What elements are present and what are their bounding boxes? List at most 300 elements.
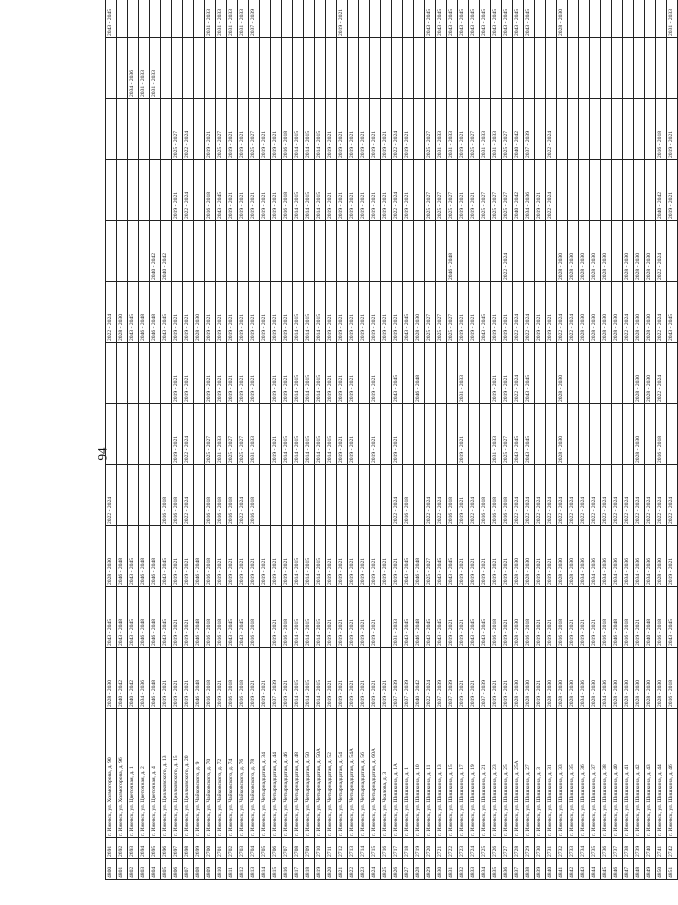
period-cell bbox=[172, 0, 183, 38]
period-cell: 2019 - 2021 bbox=[502, 526, 513, 587]
period-cell: 2019 - 2021 bbox=[469, 160, 480, 221]
period-cell bbox=[337, 465, 348, 526]
period-cell: 2019 - 2021 bbox=[238, 160, 249, 221]
period-cell: 2019 - 2021 bbox=[491, 282, 502, 343]
index-cell: 4831 bbox=[447, 859, 458, 880]
period-cell: 2043 - 2045 bbox=[403, 282, 414, 343]
index-cell: 4838 bbox=[524, 859, 535, 880]
period-cell bbox=[238, 38, 249, 99]
period-cell: 2019 - 2021 bbox=[326, 587, 337, 648]
period-cell bbox=[194, 0, 205, 38]
address-cell: г. Ижевск, ул. Четырнадцатая, д. 60А bbox=[370, 709, 381, 838]
period-cell: 2028 - 2030 bbox=[194, 282, 205, 343]
period-cell bbox=[469, 343, 480, 404]
period-cell bbox=[414, 0, 425, 38]
period-cell: 2014 - 2015 bbox=[315, 343, 326, 404]
period-cell: 2028 - 2030 bbox=[634, 648, 645, 709]
index-cell: 2700 bbox=[205, 838, 216, 859]
period-cell: 2019 - 2021 bbox=[249, 648, 260, 709]
period-cell: 2016 - 2018 bbox=[249, 587, 260, 648]
period-cell: 2019 - 2021 bbox=[458, 465, 469, 526]
period-cell bbox=[249, 38, 260, 99]
period-cell bbox=[359, 343, 370, 404]
period-cell bbox=[612, 38, 623, 99]
index-cell: 2710 bbox=[315, 838, 326, 859]
period-cell bbox=[183, 221, 194, 282]
period-cell bbox=[436, 343, 447, 404]
period-cell: 2022 - 2024 bbox=[557, 465, 568, 526]
period-cell: 2019 - 2021 bbox=[216, 648, 227, 709]
index-cell: 2718 bbox=[403, 838, 414, 859]
period-cell bbox=[304, 0, 315, 38]
period-cell bbox=[359, 38, 370, 99]
period-cell: 2022 - 2024 bbox=[645, 465, 656, 526]
period-cell bbox=[150, 404, 161, 465]
period-cell bbox=[106, 38, 117, 99]
period-cell bbox=[315, 465, 326, 526]
period-cell: 2014 - 2015 bbox=[293, 587, 304, 648]
index-cell: 4837 bbox=[513, 859, 524, 880]
period-cell bbox=[150, 160, 161, 221]
table-row bbox=[645, 0, 656, 880]
period-cell bbox=[128, 404, 139, 465]
index-cell: 4849 bbox=[645, 859, 656, 880]
period-cell: 2046 - 2048 bbox=[150, 282, 161, 343]
period-cell: 2019 - 2021 bbox=[491, 343, 502, 404]
address-cell: г. Ижевск, ул. Цветочная, д. 4 bbox=[150, 709, 161, 838]
table-row bbox=[194, 0, 205, 880]
period-cell bbox=[370, 38, 381, 99]
period-cell bbox=[447, 38, 458, 99]
period-cell: 2016 - 2018 bbox=[227, 465, 238, 526]
period-cell bbox=[381, 404, 392, 465]
period-cell bbox=[359, 404, 370, 465]
period-cell: 2028 - 2030 bbox=[634, 282, 645, 343]
page-number: 94 bbox=[94, 447, 110, 461]
period-cell: 2034 - 2036 bbox=[590, 526, 601, 587]
address-cell: г. Ижевск, ул. Шишкина, д. 36 bbox=[579, 709, 590, 838]
index-cell: 2692 bbox=[117, 838, 128, 859]
index-cell: 2694 bbox=[139, 838, 150, 859]
period-cell: 2034 - 2036 bbox=[579, 526, 590, 587]
period-cell bbox=[326, 0, 337, 38]
period-cell bbox=[425, 221, 436, 282]
period-cell bbox=[271, 38, 282, 99]
period-cell: 2019 - 2021 bbox=[359, 587, 370, 648]
index-cell: 4844 bbox=[590, 859, 601, 880]
period-cell: 2025 - 2027 bbox=[172, 99, 183, 160]
index-cell: 2709 bbox=[304, 838, 315, 859]
period-cell bbox=[414, 465, 425, 526]
period-cell: 2028 - 2030 bbox=[568, 526, 579, 587]
period-cell: 2014 - 2015 bbox=[315, 404, 326, 465]
index-cell: 4802 bbox=[128, 859, 139, 880]
period-cell bbox=[326, 221, 337, 282]
table-row bbox=[469, 0, 480, 880]
address-cell: г. Ижевск, ул. Шишкина, д. 27 bbox=[524, 709, 535, 838]
index-cell: 2736 bbox=[601, 838, 612, 859]
address-cell: г. Ижевск, ул. Четырнадцатая, д. 48 bbox=[293, 709, 304, 838]
period-cell bbox=[117, 465, 128, 526]
index-cell: 4832 bbox=[458, 859, 469, 880]
period-cell: 2040 - 2042 bbox=[513, 160, 524, 221]
address-cell: г. Ижевск, ул. Чайковского, д. 76 bbox=[238, 709, 249, 838]
period-cell: 2034 - 2036 bbox=[601, 648, 612, 709]
period-cell: 2037 - 2039 bbox=[436, 648, 447, 709]
index-cell: 2731 bbox=[546, 838, 557, 859]
address-cell: г. Ижевск, ул. Шишкина, д. 40 bbox=[612, 709, 623, 838]
index-cell: 2701 bbox=[216, 838, 227, 859]
period-cell: 2016 - 2018 bbox=[491, 587, 502, 648]
period-cell bbox=[271, 0, 282, 38]
period-cell: 2019 - 2021 bbox=[271, 587, 282, 648]
period-cell: 2028 - 2030 bbox=[579, 221, 590, 282]
address-cell: г. Ижевск, ул. Чайковского, д. 74 bbox=[227, 709, 238, 838]
period-cell: 2025 - 2027 bbox=[502, 160, 513, 221]
period-cell bbox=[260, 0, 271, 38]
period-cell: 2028 - 2030 bbox=[557, 343, 568, 404]
index-cell: 2711 bbox=[326, 838, 337, 859]
address-cell: г. Ижевск, ул. Шишкина, д. 19 bbox=[469, 709, 480, 838]
period-cell: 2019 - 2021 bbox=[579, 587, 590, 648]
period-cell bbox=[590, 404, 601, 465]
period-cell: 2019 - 2021 bbox=[535, 648, 546, 709]
period-cell: 2019 - 2021 bbox=[370, 282, 381, 343]
period-cell bbox=[194, 465, 205, 526]
period-cell: 2019 - 2021 bbox=[326, 99, 337, 160]
period-cell: 2043 - 2045 bbox=[128, 282, 139, 343]
period-cell: 2019 - 2021 bbox=[370, 648, 381, 709]
period-cell bbox=[568, 404, 579, 465]
period-cell: 2014 - 2015 bbox=[293, 99, 304, 160]
period-cell: 2019 - 2021 bbox=[458, 160, 469, 221]
period-cell bbox=[117, 160, 128, 221]
period-cell: 2043 - 2045 bbox=[524, 343, 535, 404]
index-cell: 2725 bbox=[480, 838, 491, 859]
period-cell: 2016 - 2018 bbox=[282, 160, 293, 221]
period-cell bbox=[194, 160, 205, 221]
table-row bbox=[183, 0, 194, 880]
period-cell bbox=[128, 343, 139, 404]
period-cell bbox=[612, 221, 623, 282]
period-cell: 2019 - 2021 bbox=[337, 282, 348, 343]
table-row bbox=[491, 0, 502, 880]
period-cell: 2034 - 2036 bbox=[524, 160, 535, 221]
period-cell bbox=[370, 221, 381, 282]
index-cell: 2733 bbox=[568, 838, 579, 859]
index-cell: 2734 bbox=[579, 838, 590, 859]
period-cell: 2040 - 2042 bbox=[414, 648, 425, 709]
period-cell bbox=[535, 38, 546, 99]
table-row bbox=[568, 0, 579, 880]
period-cell: 2046 - 2048 bbox=[194, 648, 205, 709]
period-cell bbox=[139, 404, 150, 465]
period-cell bbox=[425, 404, 436, 465]
period-cell: 2022 - 2024 bbox=[183, 99, 194, 160]
period-cell bbox=[568, 99, 579, 160]
index-cell: 4834 bbox=[480, 859, 491, 880]
address-cell: г. Ижевск, ул. Четырнадцатая, д. 52 bbox=[326, 709, 337, 838]
period-cell: 2022 - 2024 bbox=[634, 465, 645, 526]
period-cell: 2019 - 2021 bbox=[227, 526, 238, 587]
period-cell bbox=[579, 99, 590, 160]
index-cell: 2740 bbox=[645, 838, 656, 859]
period-cell: 2028 - 2030 bbox=[656, 648, 667, 709]
period-cell: 2022 - 2024 bbox=[601, 465, 612, 526]
period-cell bbox=[161, 0, 172, 38]
period-cell: 2043 - 2045 bbox=[513, 404, 524, 465]
period-cell: 2046 - 2048 bbox=[414, 587, 425, 648]
table-row bbox=[139, 0, 150, 880]
period-cell: 2016 - 2018 bbox=[557, 587, 568, 648]
index-cell: 4845 bbox=[601, 859, 612, 880]
table-row bbox=[667, 0, 678, 880]
period-cell bbox=[612, 404, 623, 465]
period-cell: 2014 - 2015 bbox=[304, 648, 315, 709]
index-cell: 2724 bbox=[469, 838, 480, 859]
period-cell: 2022 - 2024 bbox=[590, 465, 601, 526]
period-cell bbox=[139, 221, 150, 282]
period-cell: 2028 - 2030 bbox=[568, 648, 579, 709]
period-cell bbox=[370, 0, 381, 38]
period-cell: 2034 - 2036 bbox=[128, 38, 139, 99]
period-cell: 2043 - 2045 bbox=[161, 587, 172, 648]
period-cell: 2028 - 2030 bbox=[590, 648, 601, 709]
period-cell: 2034 - 2036 bbox=[623, 526, 634, 587]
period-cell bbox=[645, 99, 656, 160]
period-cell bbox=[568, 0, 579, 38]
period-cell: 2022 - 2024 bbox=[425, 465, 436, 526]
table-row bbox=[370, 0, 381, 880]
period-cell: 2019 - 2021 bbox=[458, 404, 469, 465]
address-cell: г. Ижевск, ул. Шишкина, д. 3 bbox=[535, 709, 546, 838]
period-cell: 2043 - 2045 bbox=[392, 343, 403, 404]
period-cell bbox=[315, 38, 326, 99]
period-cell: 2031 - 2033 bbox=[238, 0, 249, 38]
index-cell: 4804 bbox=[150, 859, 161, 880]
period-cell: 2019 - 2021 bbox=[216, 343, 227, 404]
period-cell: 2019 - 2021 bbox=[238, 343, 249, 404]
period-cell bbox=[557, 38, 568, 99]
period-cell: 2046 - 2048 bbox=[194, 526, 205, 587]
period-cell bbox=[524, 38, 535, 99]
period-cell: 2046 - 2048 bbox=[117, 526, 128, 587]
period-cell: 2043 - 2045 bbox=[469, 587, 480, 648]
period-cell: 2022 - 2024 bbox=[513, 465, 524, 526]
period-cell: 2025 - 2027 bbox=[425, 160, 436, 221]
period-cell: 2043 - 2045 bbox=[216, 160, 227, 221]
period-cell bbox=[568, 160, 579, 221]
address-cell: г. Ижевск, ул. Шишкина, д. 1 bbox=[403, 709, 414, 838]
table-row bbox=[403, 0, 414, 880]
address-cell: г. Ижевск, ул. Четырнадцатая, д. 56 bbox=[359, 709, 370, 838]
period-cell: 2022 - 2024 bbox=[238, 465, 249, 526]
table-row bbox=[315, 0, 326, 880]
index-cell: 2729 bbox=[524, 838, 535, 859]
index-cell: 4820 bbox=[326, 859, 337, 880]
period-cell: 2034 - 2036 bbox=[601, 526, 612, 587]
period-cell: 2025 - 2027 bbox=[216, 99, 227, 160]
period-cell bbox=[326, 465, 337, 526]
period-cell bbox=[623, 404, 634, 465]
period-cell: 2019 - 2021 bbox=[249, 160, 260, 221]
period-cell: 2019 - 2021 bbox=[216, 282, 227, 343]
period-cell bbox=[634, 99, 645, 160]
period-cell: 2043 - 2045 bbox=[480, 282, 491, 343]
index-cell: 2723 bbox=[458, 838, 469, 859]
period-cell bbox=[359, 465, 370, 526]
period-cell: 2043 - 2045 bbox=[480, 587, 491, 648]
period-cell bbox=[403, 0, 414, 38]
index-cell: 4840 bbox=[546, 859, 557, 880]
period-cell: 2016 - 2018 bbox=[601, 587, 612, 648]
period-cell: 2019 - 2021 bbox=[502, 343, 513, 404]
period-cell bbox=[480, 404, 491, 465]
period-cell bbox=[601, 38, 612, 99]
period-cell: 2028 - 2030 bbox=[524, 526, 535, 587]
period-cell: 2037 - 2039 bbox=[403, 648, 414, 709]
period-cell: 2014 - 2015 bbox=[293, 404, 304, 465]
period-cell: 2022 - 2024 bbox=[524, 282, 535, 343]
period-cell: 2019 - 2021 bbox=[205, 343, 216, 404]
period-cell bbox=[546, 38, 557, 99]
address-cell: г. Ижевск, ул. Шишкина, д. 15 bbox=[447, 709, 458, 838]
index-cell: 4817 bbox=[293, 859, 304, 880]
period-cell bbox=[502, 38, 513, 99]
period-cell bbox=[458, 38, 469, 99]
period-cell bbox=[579, 0, 590, 38]
period-cell bbox=[117, 221, 128, 282]
period-cell bbox=[579, 343, 590, 404]
period-cell: 2019 - 2021 bbox=[282, 526, 293, 587]
period-cell bbox=[447, 343, 458, 404]
table-row bbox=[293, 0, 304, 880]
index-cell: 4846 bbox=[612, 859, 623, 880]
index-cell: 4847 bbox=[623, 859, 634, 880]
table-row bbox=[381, 0, 392, 880]
period-cell bbox=[623, 0, 634, 38]
period-cell: 2019 - 2021 bbox=[172, 526, 183, 587]
period-cell: 2019 - 2021 bbox=[172, 587, 183, 648]
period-cell: 2043 - 2045 bbox=[128, 526, 139, 587]
table-row bbox=[590, 0, 601, 880]
period-cell bbox=[579, 160, 590, 221]
period-cell bbox=[667, 38, 678, 99]
address-cell: г. Ижевск, ул. Четырнадцатая, д. 46 bbox=[282, 709, 293, 838]
period-cell: 2031 - 2033 bbox=[480, 99, 491, 160]
period-cell: 2019 - 2021 bbox=[392, 282, 403, 343]
index-cell: 4839 bbox=[535, 859, 546, 880]
index-cell: 2719 bbox=[414, 838, 425, 859]
period-cell bbox=[568, 38, 579, 99]
period-cell bbox=[139, 343, 150, 404]
period-cell: 2040 - 2042 bbox=[161, 221, 172, 282]
period-cell: 2019 - 2021 bbox=[469, 526, 480, 587]
period-cell: 2043 - 2045 bbox=[667, 282, 678, 343]
table-row bbox=[634, 0, 645, 880]
period-cell: 2019 - 2021 bbox=[370, 343, 381, 404]
period-cell: 2014 - 2015 bbox=[304, 99, 315, 160]
period-cell bbox=[469, 38, 480, 99]
period-cell: 2022 - 2024 bbox=[656, 465, 667, 526]
period-cell: 2016 - 2018 bbox=[205, 587, 216, 648]
period-cell: 2014 - 2015 bbox=[304, 160, 315, 221]
period-cell: 2022 - 2024 bbox=[656, 221, 667, 282]
period-cell: 2031 - 2033 bbox=[392, 587, 403, 648]
period-cell bbox=[249, 221, 260, 282]
period-cell: 2028 - 2030 bbox=[557, 648, 568, 709]
index-cell: 2713 bbox=[348, 838, 359, 859]
period-cell bbox=[117, 404, 128, 465]
period-cell bbox=[623, 38, 634, 99]
period-cell: 2025 - 2027 bbox=[491, 160, 502, 221]
table-row bbox=[249, 0, 260, 880]
address-cell: г. Ижевск, ул. Шишкина, д. 11 bbox=[425, 709, 436, 838]
period-cell bbox=[634, 38, 645, 99]
period-cell: 2014 - 2015 bbox=[282, 404, 293, 465]
period-cell: 2016 - 2018 bbox=[282, 587, 293, 648]
index-cell: 4819 bbox=[315, 859, 326, 880]
period-cell: 2022 - 2024 bbox=[502, 221, 513, 282]
table-row bbox=[557, 0, 568, 880]
period-cell: 2019 - 2021 bbox=[227, 282, 238, 343]
period-cell: 2019 - 2021 bbox=[502, 648, 513, 709]
period-cell bbox=[546, 404, 557, 465]
period-cell bbox=[381, 221, 392, 282]
period-cell: 2022 - 2024 bbox=[513, 343, 524, 404]
table-row bbox=[359, 0, 370, 880]
period-cell bbox=[623, 99, 634, 160]
period-cell bbox=[304, 221, 315, 282]
period-cell bbox=[128, 99, 139, 160]
table-row bbox=[579, 0, 590, 880]
table-row bbox=[392, 0, 403, 880]
period-cell: 2019 - 2021 bbox=[260, 160, 271, 221]
period-cell bbox=[623, 160, 634, 221]
table-row bbox=[524, 0, 535, 880]
period-cell bbox=[348, 0, 359, 38]
period-cell: 2019 - 2021 bbox=[205, 282, 216, 343]
period-cell: 2019 - 2021 bbox=[502, 587, 513, 648]
index-cell: 2702 bbox=[227, 838, 238, 859]
period-cell: 2043 - 2045 bbox=[425, 587, 436, 648]
period-cell: 2043 - 2045 bbox=[238, 587, 249, 648]
period-cell: 2016 - 2018 bbox=[502, 465, 513, 526]
period-cell: 2014 - 2015 bbox=[304, 526, 315, 587]
period-cell bbox=[601, 160, 612, 221]
period-cell bbox=[601, 343, 612, 404]
index-cell: 2730 bbox=[535, 838, 546, 859]
period-cell: 2019 - 2021 bbox=[348, 99, 359, 160]
index-cell: 4801 bbox=[117, 859, 128, 880]
period-cell bbox=[414, 404, 425, 465]
period-cell bbox=[106, 221, 117, 282]
period-cell: 2028 - 2030 bbox=[645, 282, 656, 343]
period-cell: 2016 - 2018 bbox=[480, 465, 491, 526]
period-cell: 2019 - 2021 bbox=[249, 282, 260, 343]
period-cell: 2019 - 2021 bbox=[216, 526, 227, 587]
period-cell: 2019 - 2021 bbox=[381, 648, 392, 709]
period-cell: 2031 - 2033 bbox=[139, 38, 150, 99]
period-cell: 2046 - 2048 bbox=[414, 526, 425, 587]
period-cell bbox=[150, 99, 161, 160]
period-cell bbox=[260, 404, 271, 465]
period-cell: 2046 - 2048 bbox=[139, 587, 150, 648]
address-cell: г. Ижевск, ул. Шишкина, д. 10 bbox=[414, 709, 425, 838]
period-cell: 2016 - 2018 bbox=[524, 587, 535, 648]
period-cell: 2025 - 2027 bbox=[436, 160, 447, 221]
period-cell: 2016 - 2018 bbox=[491, 465, 502, 526]
